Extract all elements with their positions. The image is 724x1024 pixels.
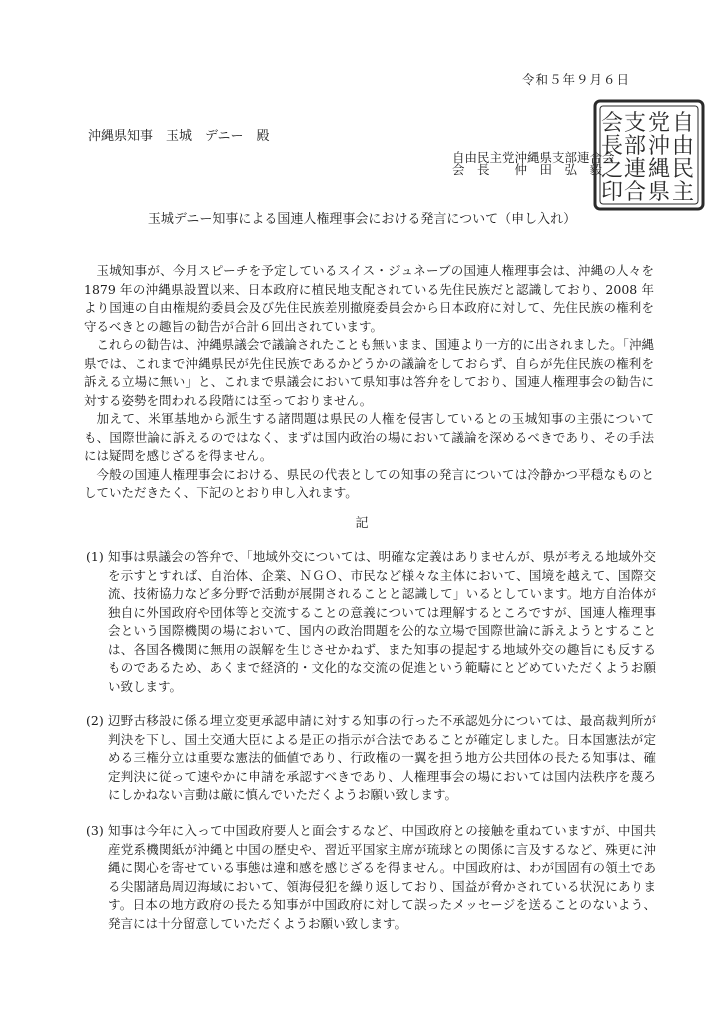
svg-text:合: 合 — [623, 180, 647, 205]
item-text: 知事は県議会の答弁で、「地域外交については、明確な定義はありませんが、県が考える地域外交を示すとすれば、自治体、企業、ＮＧＯ、市民など様々な主体において、国境を越えて、国際交流、技術協力など多分野で活動が展開されることと認識して」いるとしています。地方自治体が独自に外国政府や団体等と交流することの意義については理解するところですが、国連人権理事会という国際機関の場において、国内の政治問題を公的な立場で国際世論に訴えようとすることは、各国各機関に無用の誤解を生じさせかねず、また知事の提起する地域外交の趣旨にも反するものであるため、あくまで経済的・文化的な交流の促進という範疇にとどめていただくようお願い致します。 — [108, 549, 656, 694]
svg-text:会: 会 — [600, 111, 624, 136]
body-paragraph-3: 加えて、米軍基地から派生する諸問題は県民の人権を侵害しているとの玉城知事の主張についても、国際世論に訴えるのではなく、まずは国内政治の場において議論を深めるべきであり、その手法には疑問を感じざるを得ません。 — [84, 411, 654, 463]
svg-text:沖: 沖 — [647, 134, 671, 159]
svg-text:自: 自 — [671, 111, 695, 136]
svg-text:由: 由 — [671, 134, 695, 159]
svg-text:部: 部 — [623, 134, 647, 159]
svg-text:印: 印 — [600, 180, 624, 205]
ki-heading: 記 — [355, 516, 369, 531]
body-paragraph-2: これらの勧告は、沖縄県議会で議論されたことも無いまま、国連より一方的に出されました。「沖縄県では、これまで沖縄県民が先住民族であるかどうかの議論をしておらず、自らが先住民族の権利を訴える立場に無い」と、これまで県議会において県知事は答弁をしており、国連人権理事会の勧告に対する姿勢を問われる段階には至っておりません。 — [84, 337, 654, 408]
svg-text:支: 支 — [623, 111, 647, 136]
letter-date: 令和５年９月６日 — [522, 72, 631, 87]
item-text: 辺野古移設に係る埋立変更承認申請に対する知事の行った不承認処分については、最高裁判所が判決を下し、国土交通大臣による是正の指示が合法であることが確定しました。日本国憲法が定める三権分立は重要な憲法的価値であり、行政権の一翼を担う地方公共団体の長たる知事は、確定判決に従って速やかに申請を承認すべきであり、人権理事会の場においては国内法秩序を蔑ろにしかねない言動は厳に慎んでいただくようお願い致します。 — [108, 713, 656, 802]
sender-name: 会 長 仲 田 弘 毅 — [452, 162, 603, 177]
request-item-2 — [86, 712, 656, 805]
item-number: (2) — [86, 713, 104, 728]
svg-text:民: 民 — [671, 157, 695, 182]
svg-text:党: 党 — [647, 111, 671, 136]
svg-text:主: 主 — [671, 180, 695, 205]
item-number: (1) — [86, 549, 104, 564]
svg-text:之: 之 — [600, 157, 624, 182]
sender-organization: 自由民主党沖縄県支部連合会 — [452, 150, 615, 165]
item-number: (3) — [86, 823, 104, 838]
body-paragraph-4: 今般の国連人権理事会における、県民の代表としての知事の発言については冷静かつ平穏なものとしていただきたく、下記のとおり申し入れます。 — [84, 466, 654, 500]
item-text: 知事は今年に入って中国政府要人と面会するなど、中国政府との接触を重ねていますが、中国共産党系機関紙が沖縄と中国の歴史や、習近平国家主席が琉球との関係に言及するなど、殊更に沖縄に関心を寄せている事態は違和感を感じざるを得ません。中国政府は、わが国固有の領土である尖閣諸島周辺海域において、領海侵犯を繰り返しており、国益が脅かされている状況にあります。日本の地方政府の長たる知事が中国政府に対して誤ったメッセージを送ることのないよう、発言には十分留意していただくようお願い致します。 — [108, 823, 656, 931]
svg-text:長: 長 — [600, 134, 624, 159]
letter-body — [84, 262, 654, 503]
official-seal-stamp — [592, 98, 706, 212]
request-item-3 — [86, 822, 656, 933]
addressee: 沖縄県知事 玉城 デニー 殿 — [88, 129, 270, 144]
svg-text:連: 連 — [623, 157, 647, 182]
svg-text:縄: 縄 — [647, 157, 671, 182]
svg-text:県: 県 — [647, 180, 671, 205]
body-paragraph-1: 玉城知事が、今月スピーチを予定しているスイス・ジュネーブの国連人権理事会は、沖縄の人々を 1879 年の沖縄県設置以来、日本政府に植民地支配されている先住民族だと認識しており、2008 年より国連の自由権規約委員会及び先住民族差別撤廃委員会から日本政府に対して、先住民族の権利を守るべきとの趣旨の勧告が合計６回出されています。 — [84, 263, 654, 334]
document-title: 玉城デニー知事による国連人権理事会における発言について（申し入れ） — [147, 212, 577, 227]
request-item-1 — [86, 548, 656, 696]
